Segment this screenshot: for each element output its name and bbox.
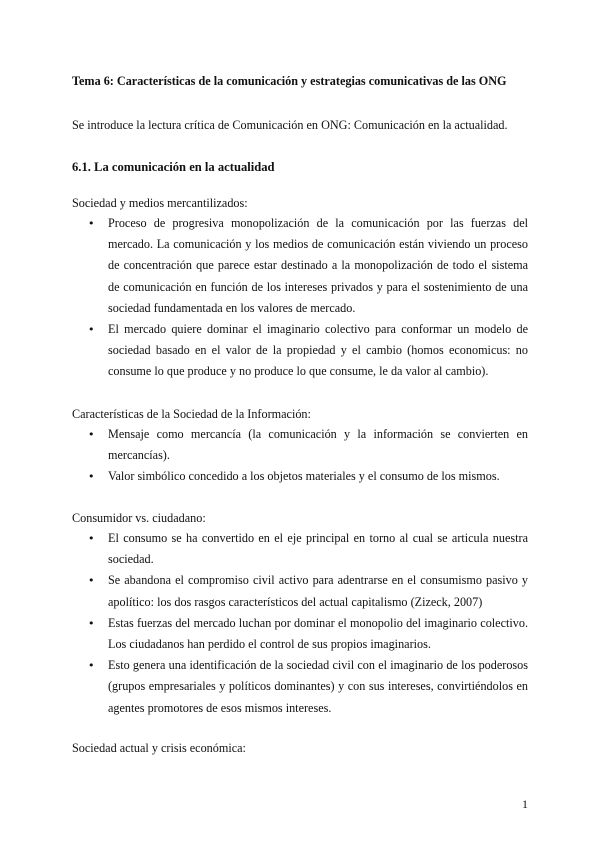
page-number: 1 [522, 797, 528, 811]
list-item: • Mensaje como mercancía (la comunicación y la información se convierten en mercancías). [72, 424, 528, 466]
list-item: • Proceso de progresiva monopolización de la comunicación por las fuerzas del mercado. La comunicación y los medios de comunicación están viviendo un proceso de concentración que parece estar destinado a la monopolización de todo el sistema de comunicación en función de los intereses privados y para el sostenimiento de una sociedad fundamentada en los valores de mercado. [72, 213, 528, 319]
section-consumer-citizen [72, 508, 528, 719]
list-item: • Estas fuerzas del mercado luchan por dominar el monopolio del imaginario colectivo. Los ciudadanos han perdido el control de sus propios imaginarios. [72, 613, 528, 655]
section-crisis [72, 738, 528, 758]
list-item: • Esto genera una identificación de la sociedad civil con el imaginario de los poderosos (grupos empresariales y políticos dominantes) y con sus intereses, convirtiéndolos en agentes promotores de esos mismos intereses. [72, 655, 528, 719]
document-title: Tema 6: Características de la comunicación y estrategias comunicativas de las ONG [72, 74, 507, 88]
list-item: • El mercado quiere dominar el imaginario colectivo para conformar un modelo de sociedad basado en el valor de la propiedad y el cambio (homos economicus: no consume lo que produce y no produce lo que consume, le da valor al cambio). [72, 319, 528, 383]
section-heading: Consumidor vs. ciudadano: [72, 511, 206, 525]
list-item: • Se abandona el compromiso civil activo para adentrarse en el consumismo pasivo y apolítico: los dos rasgos característicos del actual capitalismo (Zizeck, 2007) [72, 570, 528, 612]
section-heading: Características de la Sociedad de la Información: [72, 407, 311, 421]
list-item: • El consumo se ha convertido en el eje principal en torno al cual se articula nuestra sociedad. [72, 528, 528, 570]
intro-paragraph: Se introduce la lectura crítica de Comunicación en ONG: Comunicación en la actualidad. [72, 118, 508, 132]
bullet-list [72, 424, 528, 488]
section-heading: Sociedad actual y crisis económica: [72, 741, 246, 755]
bullet-list [72, 213, 528, 383]
bullet-list [72, 528, 528, 719]
list-item: • Valor simbólico concedido a los objetos materiales y el consumo de los mismos. [72, 466, 528, 487]
section-media [72, 193, 528, 383]
section-heading: Sociedad y medios mercantilizados: [72, 196, 248, 210]
section-subtitle: 6.1. La comunicación en la actualidad [72, 160, 275, 174]
section-information-society [72, 404, 528, 488]
